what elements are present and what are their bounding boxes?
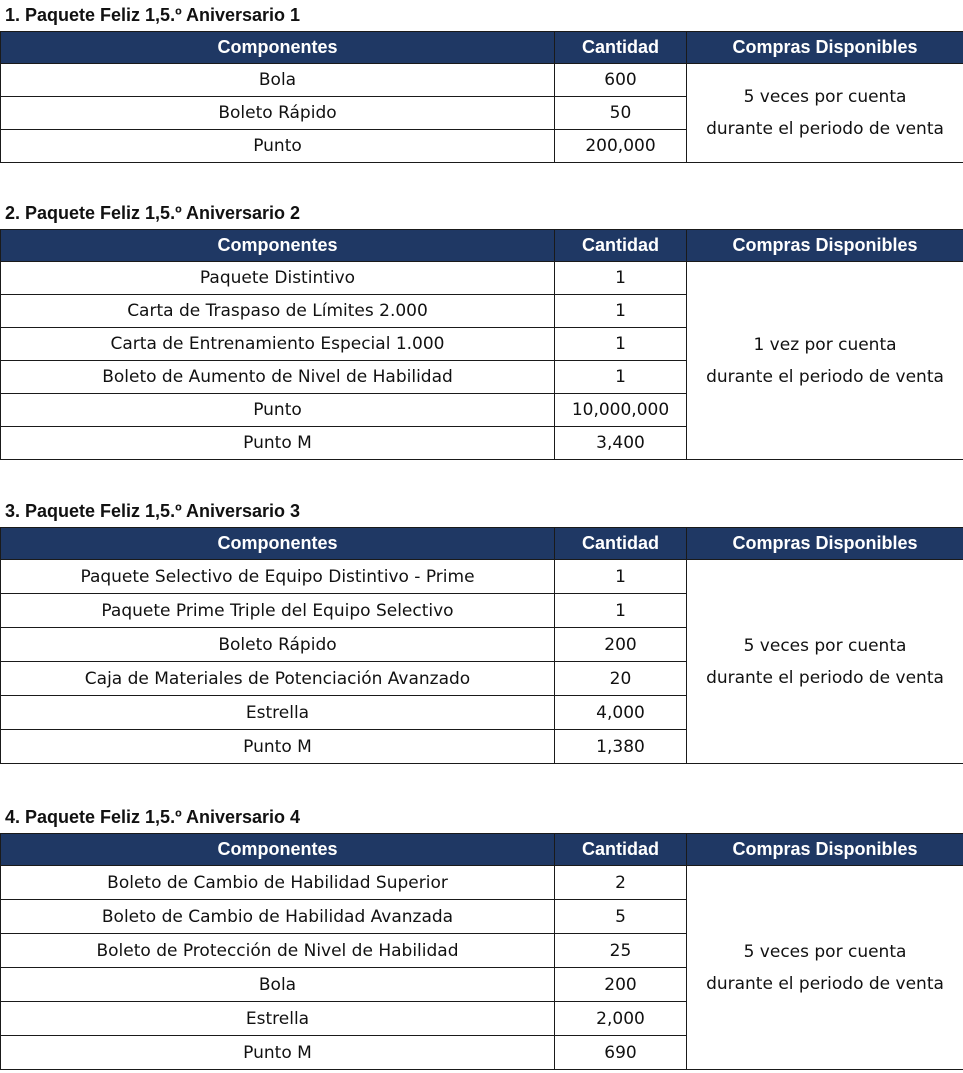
table-row bbox=[1, 262, 963, 295]
item-quantity: 1 bbox=[555, 560, 687, 594]
table-header-row bbox=[1, 528, 963, 560]
item-name: Boleto de Cambio de Habilidad Superior bbox=[1, 866, 555, 900]
item-name: Punto M bbox=[1, 1036, 555, 1070]
header-quantity: Cantidad bbox=[555, 230, 687, 262]
header-quantity: Cantidad bbox=[555, 834, 687, 866]
item-name: Paquete Distintivo bbox=[1, 262, 555, 295]
table-header-row bbox=[1, 834, 963, 866]
item-quantity: 690 bbox=[555, 1036, 687, 1070]
item-quantity: 2 bbox=[555, 866, 687, 900]
package-title: 4. Paquete Feliz 1,5.º Aniversario 4 bbox=[5, 807, 301, 827]
item-name: Punto bbox=[1, 130, 555, 163]
header-quantity: Cantidad bbox=[555, 32, 687, 64]
header-components: Componentes bbox=[1, 834, 555, 866]
available-line-2: durante el periodo de venta bbox=[706, 973, 944, 994]
header-components: Componentes bbox=[1, 32, 555, 64]
item-name: Boleto de Aumento de Nivel de Habilidad bbox=[1, 361, 555, 394]
item-quantity: 3,400 bbox=[555, 427, 687, 460]
package-table bbox=[0, 31, 963, 163]
item-name: Carta de Entrenamiento Especial 1.000 bbox=[1, 328, 555, 361]
item-quantity: 5 bbox=[555, 900, 687, 934]
item-quantity: 2,000 bbox=[555, 1002, 687, 1036]
available-line-1: 5 veces por cuenta bbox=[743, 87, 907, 107]
item-quantity: 4,000 bbox=[555, 696, 687, 730]
available-line-2: durante el periodo de venta bbox=[706, 667, 944, 688]
item-quantity: 200 bbox=[555, 628, 687, 662]
item-name: Punto M bbox=[1, 427, 555, 460]
package-table bbox=[0, 833, 963, 1070]
table-header-row bbox=[1, 230, 963, 262]
header-available: Compras Disponibles bbox=[687, 230, 963, 262]
available-line-1: 5 veces por cuenta bbox=[743, 941, 907, 962]
header-quantity: Cantidad bbox=[555, 528, 687, 560]
item-quantity: 600 bbox=[555, 64, 687, 97]
available-line-2: durante el periodo de venta bbox=[706, 366, 944, 387]
item-quantity: 1 bbox=[555, 594, 687, 628]
item-name: Bola bbox=[1, 968, 555, 1002]
item-name: Estrella bbox=[1, 1002, 555, 1036]
item-quantity: 1 bbox=[555, 361, 687, 394]
available-purchases bbox=[687, 64, 963, 163]
table-row bbox=[1, 64, 963, 97]
available-purchases bbox=[687, 560, 963, 764]
table-header-row bbox=[1, 32, 963, 64]
item-name: Boleto Rápido bbox=[1, 97, 555, 130]
item-name: Punto M bbox=[1, 730, 555, 764]
item-quantity: 50 bbox=[555, 97, 687, 130]
table-row bbox=[1, 866, 963, 900]
package-title: 1. Paquete Feliz 1,5.º Aniversario 1 bbox=[5, 5, 301, 25]
item-name: Boleto de Protección de Nivel de Habilidad bbox=[1, 934, 555, 968]
available-line-1: 1 vez por cuenta bbox=[753, 334, 897, 355]
header-components: Componentes bbox=[1, 230, 555, 262]
item-name: Punto bbox=[1, 394, 555, 427]
item-name: Boleto Rápido bbox=[1, 628, 555, 662]
item-quantity: 1 bbox=[555, 262, 687, 295]
available-purchases bbox=[687, 262, 963, 460]
item-name: Estrella bbox=[1, 696, 555, 730]
item-quantity: 1 bbox=[555, 295, 687, 328]
item-quantity: 1 bbox=[555, 328, 687, 361]
package-table bbox=[0, 527, 963, 764]
item-name: Bola bbox=[1, 64, 555, 97]
item-name: Boleto de Cambio de Habilidad Avanzada bbox=[1, 900, 555, 934]
header-available: Compras Disponibles bbox=[687, 834, 963, 866]
item-quantity: 20 bbox=[555, 662, 687, 696]
item-quantity: 1,380 bbox=[555, 730, 687, 764]
item-quantity: 25 bbox=[555, 934, 687, 968]
item-quantity: 200 bbox=[555, 968, 687, 1002]
available-line-1: 5 veces por cuenta bbox=[743, 635, 907, 656]
header-available: Compras Disponibles bbox=[687, 528, 963, 560]
item-name: Paquete Selectivo de Equipo Distintivo - Prime bbox=[1, 560, 555, 594]
package-title: 2. Paquete Feliz 1,5.º Aniversario 2 bbox=[5, 203, 301, 223]
table-row bbox=[1, 560, 963, 594]
header-components: Componentes bbox=[1, 528, 555, 560]
item-name: Carta de Traspaso de Límites 2.000 bbox=[1, 295, 555, 328]
available-line-2: durante el periodo de venta bbox=[706, 119, 944, 139]
package-table bbox=[0, 229, 963, 460]
item-name: Caja de Materiales de Potenciación Avanzado bbox=[1, 662, 555, 696]
package-title: 3. Paquete Feliz 1,5.º Aniversario 3 bbox=[5, 501, 301, 521]
item-name: Paquete Prime Triple del Equipo Selectivo bbox=[1, 594, 555, 628]
available-purchases bbox=[687, 866, 963, 1070]
header-available: Compras Disponibles bbox=[687, 32, 963, 64]
item-quantity: 10,000,000 bbox=[555, 394, 687, 427]
item-quantity: 200,000 bbox=[555, 130, 687, 163]
